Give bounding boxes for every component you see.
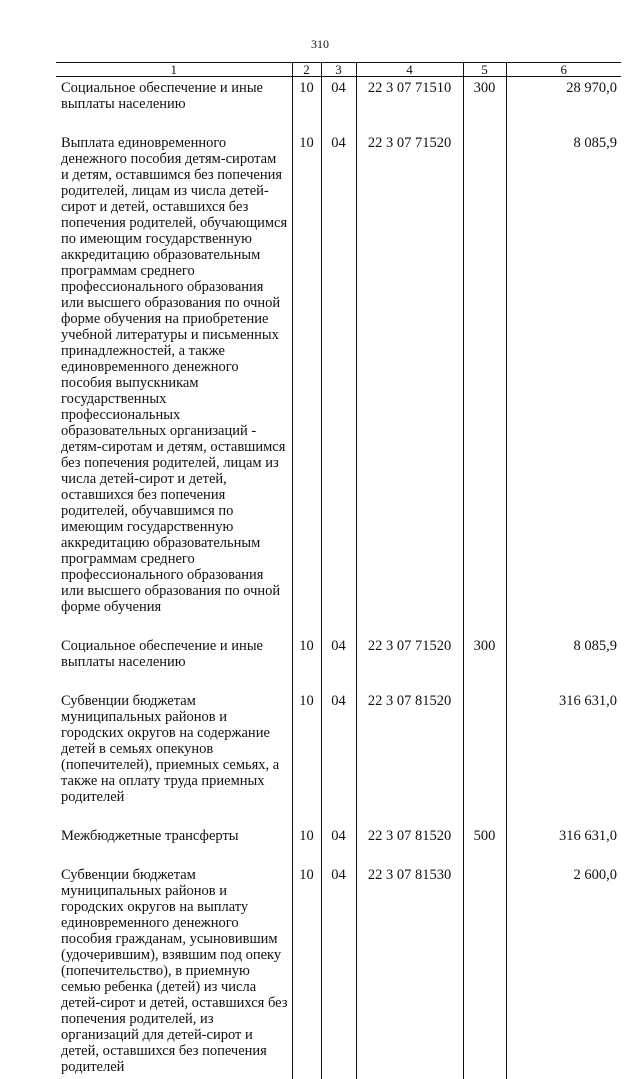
- row-name: Субвенции бюджетам муниципальных районов и городских округов на выплату единовременного денежного пособия гражданам, усыновившим (удочерившим), взявшим под опеку (попечительство), в приемную семью ребенка (детей) из числа детей-сирот и детей, оставшихся без попечения родителей, из организаций для детей-сирот и детей, оставшихся без попечения родителей: [61, 867, 288, 1075]
- row-subsection: 04: [321, 132, 356, 635]
- row-section: 10: [292, 864, 321, 1079]
- row-amount: 8 085,9: [506, 132, 621, 635]
- table-row: [56, 864, 621, 1079]
- row-target-code: 22 3 07 81520: [356, 825, 463, 864]
- row-target-code: 22 3 07 81530: [356, 864, 463, 1079]
- row-amount: 316 631,0: [506, 825, 621, 864]
- row-target-code: 22 3 07 81520: [356, 690, 463, 825]
- row-section: 10: [292, 77, 321, 133]
- column-header-6: 6: [506, 63, 621, 77]
- row-target-code: 22 3 07 71510: [356, 77, 463, 133]
- row-name: Социальное обеспечение и иные выплаты населению: [61, 80, 263, 112]
- budget-table: [56, 62, 621, 1079]
- column-number-row: [56, 63, 621, 77]
- column-header-2: 2: [292, 63, 321, 77]
- row-section: 10: [292, 690, 321, 825]
- row-target-code: 22 3 07 71520: [356, 132, 463, 635]
- row-name: Межбюджетные трансферты: [61, 828, 239, 844]
- row-subsection: 04: [321, 77, 356, 133]
- table-row: [56, 825, 621, 864]
- table-row: [56, 635, 621, 690]
- row-expense-type: [463, 132, 506, 635]
- column-header-3: 3: [321, 63, 356, 77]
- row-expense-type: 300: [463, 77, 506, 133]
- row-expense-type: [463, 690, 506, 825]
- row-name: Социальное обеспечение и иные выплаты населению: [61, 638, 263, 670]
- table-row: [56, 77, 621, 133]
- row-amount: 28 970,0: [506, 77, 621, 133]
- row-section: 10: [292, 825, 321, 864]
- row-section: 10: [292, 635, 321, 690]
- column-header-4: 4: [356, 63, 463, 77]
- row-subsection: 04: [321, 635, 356, 690]
- row-subsection: 04: [321, 864, 356, 1079]
- row-amount: 316 631,0: [506, 690, 621, 825]
- table-row: [56, 132, 621, 635]
- row-expense-type: [463, 864, 506, 1079]
- row-name: Выплата единовременного денежного пособия детям-сиротам и детям, оставшимся без попечения родителей, лицам из числа детей-сирот и детей, оставшихся без попечения родителей, обучающимся по имеющим государственную аккредитацию образовательным программам среднего профессионального образования или высшего образования по очной форме обучения на приобретение учебной литературы и письменных принадлежностей, а также единовременного денежного пособия выпускникам государственных профессиональных образовательных организаций - детям-сиротам и детям, оставшимся без попечения родителей, лицам из числа детей-сирот и детей, оставшихся без попечения родителей, обучавшимся по имеющим государственную аккредитацию образовательным программам среднего профессионального образования или высшего образования по очной форме обучения: [61, 135, 288, 615]
- row-expense-type: 300: [463, 635, 506, 690]
- row-target-code: 22 3 07 71520: [356, 635, 463, 690]
- column-header-5: 5: [463, 63, 506, 77]
- table-row: [56, 690, 621, 825]
- page-number: 310: [311, 37, 329, 51]
- row-section: 10: [292, 132, 321, 635]
- row-subsection: 04: [321, 690, 356, 825]
- row-amount: 2 600,0: [506, 864, 621, 1079]
- row-subsection: 04: [321, 825, 356, 864]
- row-amount: 8 085,9: [506, 635, 621, 690]
- column-header-1: 1: [56, 63, 292, 77]
- row-name: Субвенции бюджетам муниципальных районов и городских округов на содержание детей в семьях опекунов (попечителей), приемных семьях, а также на оплату труда приемных родителей: [61, 693, 280, 805]
- row-expense-type: 500: [463, 825, 506, 864]
